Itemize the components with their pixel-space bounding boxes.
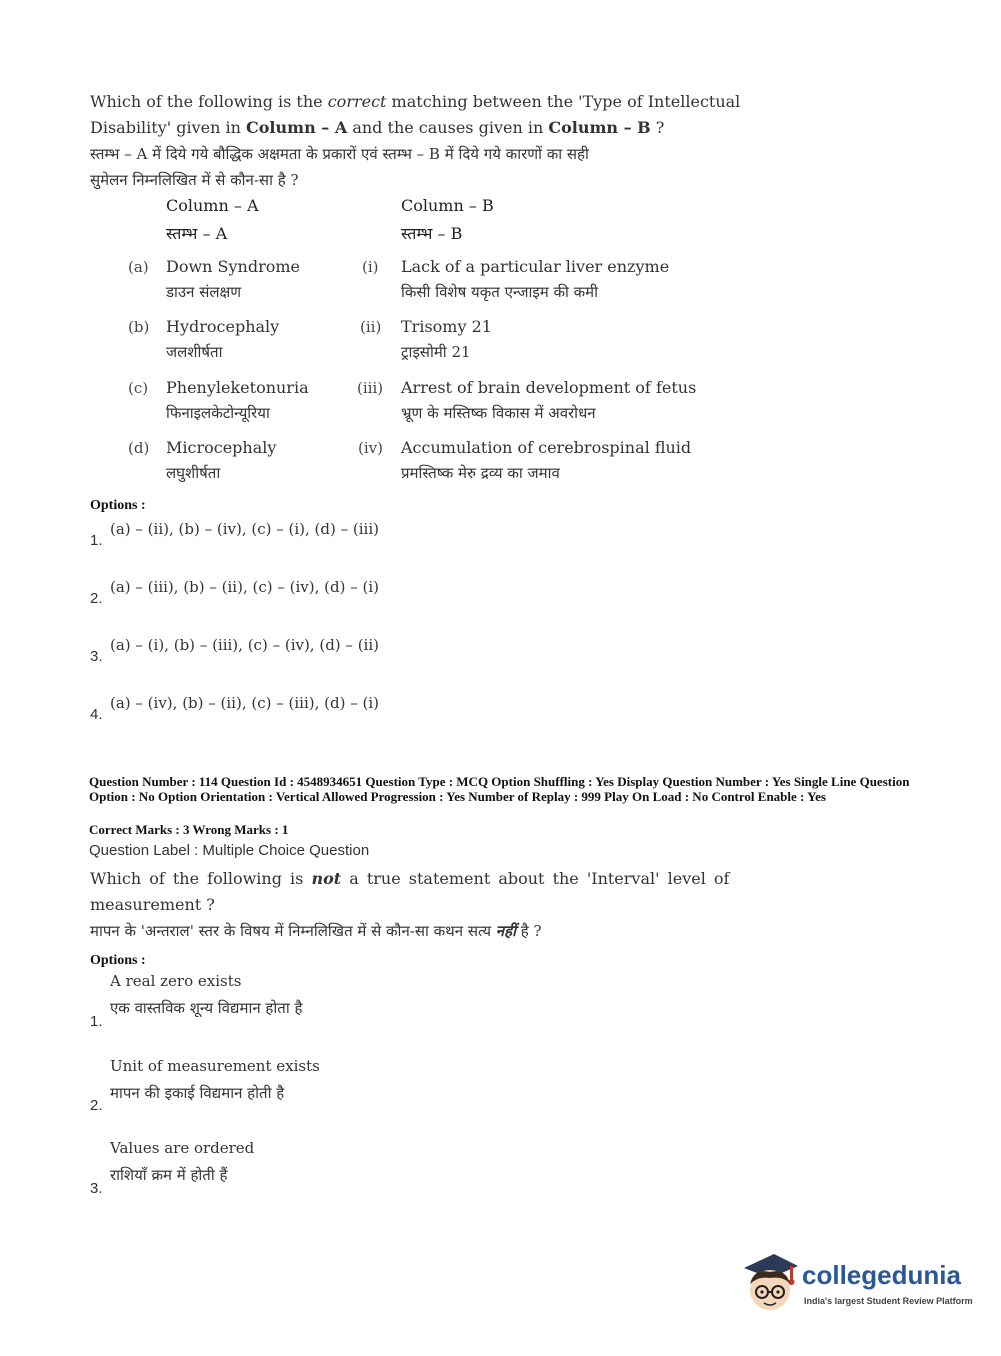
row-label-c: (c): [128, 379, 149, 397]
row-i-hindi: किसी विशेष यकृत एन्जाइम की कमी: [401, 283, 599, 301]
option-hindi: मापन की इकाई विद्यमान होती है: [110, 1084, 285, 1102]
row-iii-hindi: भ्रूण के मस्तिष्क विकास में अवरोधन: [401, 404, 596, 422]
row-iii-english: Arrest of brain development of fetus: [401, 378, 697, 397]
column-b-heading-hindi: स्तम्भ – B: [401, 224, 463, 243]
option-text: (a) – (ii), (b) – (iv), (c) – (i), (d) – (iii): [110, 520, 379, 538]
row-a-hindi: डाउन संलक्षण: [166, 283, 242, 301]
q114-hindi-line: मापन के 'अन्तराल' स्तर के विषय में निम्नलिखित में से कौन-सा कथन सत्य नहीं है ?: [90, 922, 542, 940]
row-ii-english: Trisomy 21: [401, 317, 492, 336]
row-label-d: (d): [128, 439, 150, 457]
logo-tagline: India's largest Student Review Platform: [804, 1296, 973, 1306]
row-label-i: (i): [362, 258, 379, 276]
option-number: 2.: [90, 1097, 103, 1114]
q114-english-line2: measurement ?: [90, 895, 215, 914]
q113-hindi-line1: स्तम्भ – A में दिये गये बौद्धिक अक्षमता के प्रकारों एवं स्तम्भ – B में दिये गये कारणों का सही: [90, 145, 589, 163]
q114-options-label: Options :: [90, 953, 146, 968]
logo-wordmark: collegedunia: [802, 1260, 961, 1290]
row-label-ii: (ii): [360, 318, 382, 336]
q113-options-label: Options :: [90, 498, 146, 513]
row-label-b: (b): [128, 318, 150, 336]
option-number: 3.: [90, 1180, 103, 1197]
q114-english-line1: Which of the following is not a true statement about the 'Interval' level of: [90, 869, 730, 888]
student-mascot-icon: [740, 1248, 802, 1314]
row-label-iii: (iii): [357, 379, 384, 397]
q113-hindi-line2: सुमेलन निम्नलिखित में से कौन-सा है ?: [90, 171, 299, 189]
option-english: Values are ordered: [110, 1139, 255, 1157]
column-b-heading: Column – B: [401, 196, 494, 215]
row-c-hindi: फिनाइलकेटोन्यूरिया: [166, 404, 270, 422]
row-c-english: Phenyleketonuria: [166, 378, 309, 397]
q114-meta: Question Number : 114 Question Id : 4548934651 Question Type : MCQ Option Shuffling : Yes Display Question Number : Yes Single Line Question Option : No Option Orientation : Vertical Allowed Progression : Yes Number of Replay : 999 Play On Load : No Control Enable : Yes: [89, 774, 910, 804]
column-a-heading: Column – A: [166, 196, 259, 215]
column-a-heading-hindi: स्तम्भ – A: [166, 224, 228, 243]
collegedunia-logo[interactable]: [740, 1248, 973, 1318]
q113-english-line1: Which of the following is the correct matching between the 'Type of Intellectual: [90, 92, 741, 111]
row-i-english: Lack of a particular liver enzyme: [401, 257, 670, 276]
row-a-english: Down Syndrome: [166, 257, 301, 276]
row-iv-english: Accumulation of cerebrospinal fluid: [401, 438, 692, 457]
row-label-a: (a): [128, 258, 149, 276]
option-english: A real zero exists: [110, 972, 242, 990]
row-label-iv: (iv): [358, 439, 383, 457]
row-ii-hindi: ट्राइसोमी 21: [401, 343, 471, 361]
option-hindi: एक वास्तविक शून्य विद्यमान होता है: [110, 999, 303, 1017]
row-iv-hindi: प्रमस्तिष्क मेरु द्रव्य का जमाव: [401, 464, 560, 482]
row-b-english: Hydrocephaly: [166, 317, 280, 336]
q114-question-label: Question Label : Multiple Choice Question: [89, 842, 370, 859]
option-hindi: राशियाँ क्रम में होती हैं: [110, 1166, 228, 1184]
option-number: 3.: [90, 648, 103, 665]
option-text: (a) – (iii), (b) – (ii), (c) – (iv), (d) – (i): [110, 578, 379, 596]
option-number: 4.: [90, 706, 103, 723]
row-d-english: Microcephaly: [166, 438, 277, 457]
q114-marks: Correct Marks : 3 Wrong Marks : 1: [89, 822, 289, 837]
option-english: Unit of measurement exists: [110, 1057, 320, 1075]
row-d-hindi: लघुशीर्षता: [166, 464, 221, 482]
option-text: (a) – (i), (b) – (iii), (c) – (iv), (d) – (ii): [110, 636, 379, 654]
option-number: 2.: [90, 590, 103, 607]
option-number: 1.: [90, 532, 103, 549]
option-number: 1.: [90, 1013, 103, 1030]
option-text: (a) – (iv), (b) – (ii), (c) – (iii), (d) – (i): [110, 694, 379, 712]
q113-english-line2: Disability' given in Column – A and the causes given in Column – B ?: [90, 118, 665, 137]
row-b-hindi: जलशीर्षता: [166, 343, 223, 361]
